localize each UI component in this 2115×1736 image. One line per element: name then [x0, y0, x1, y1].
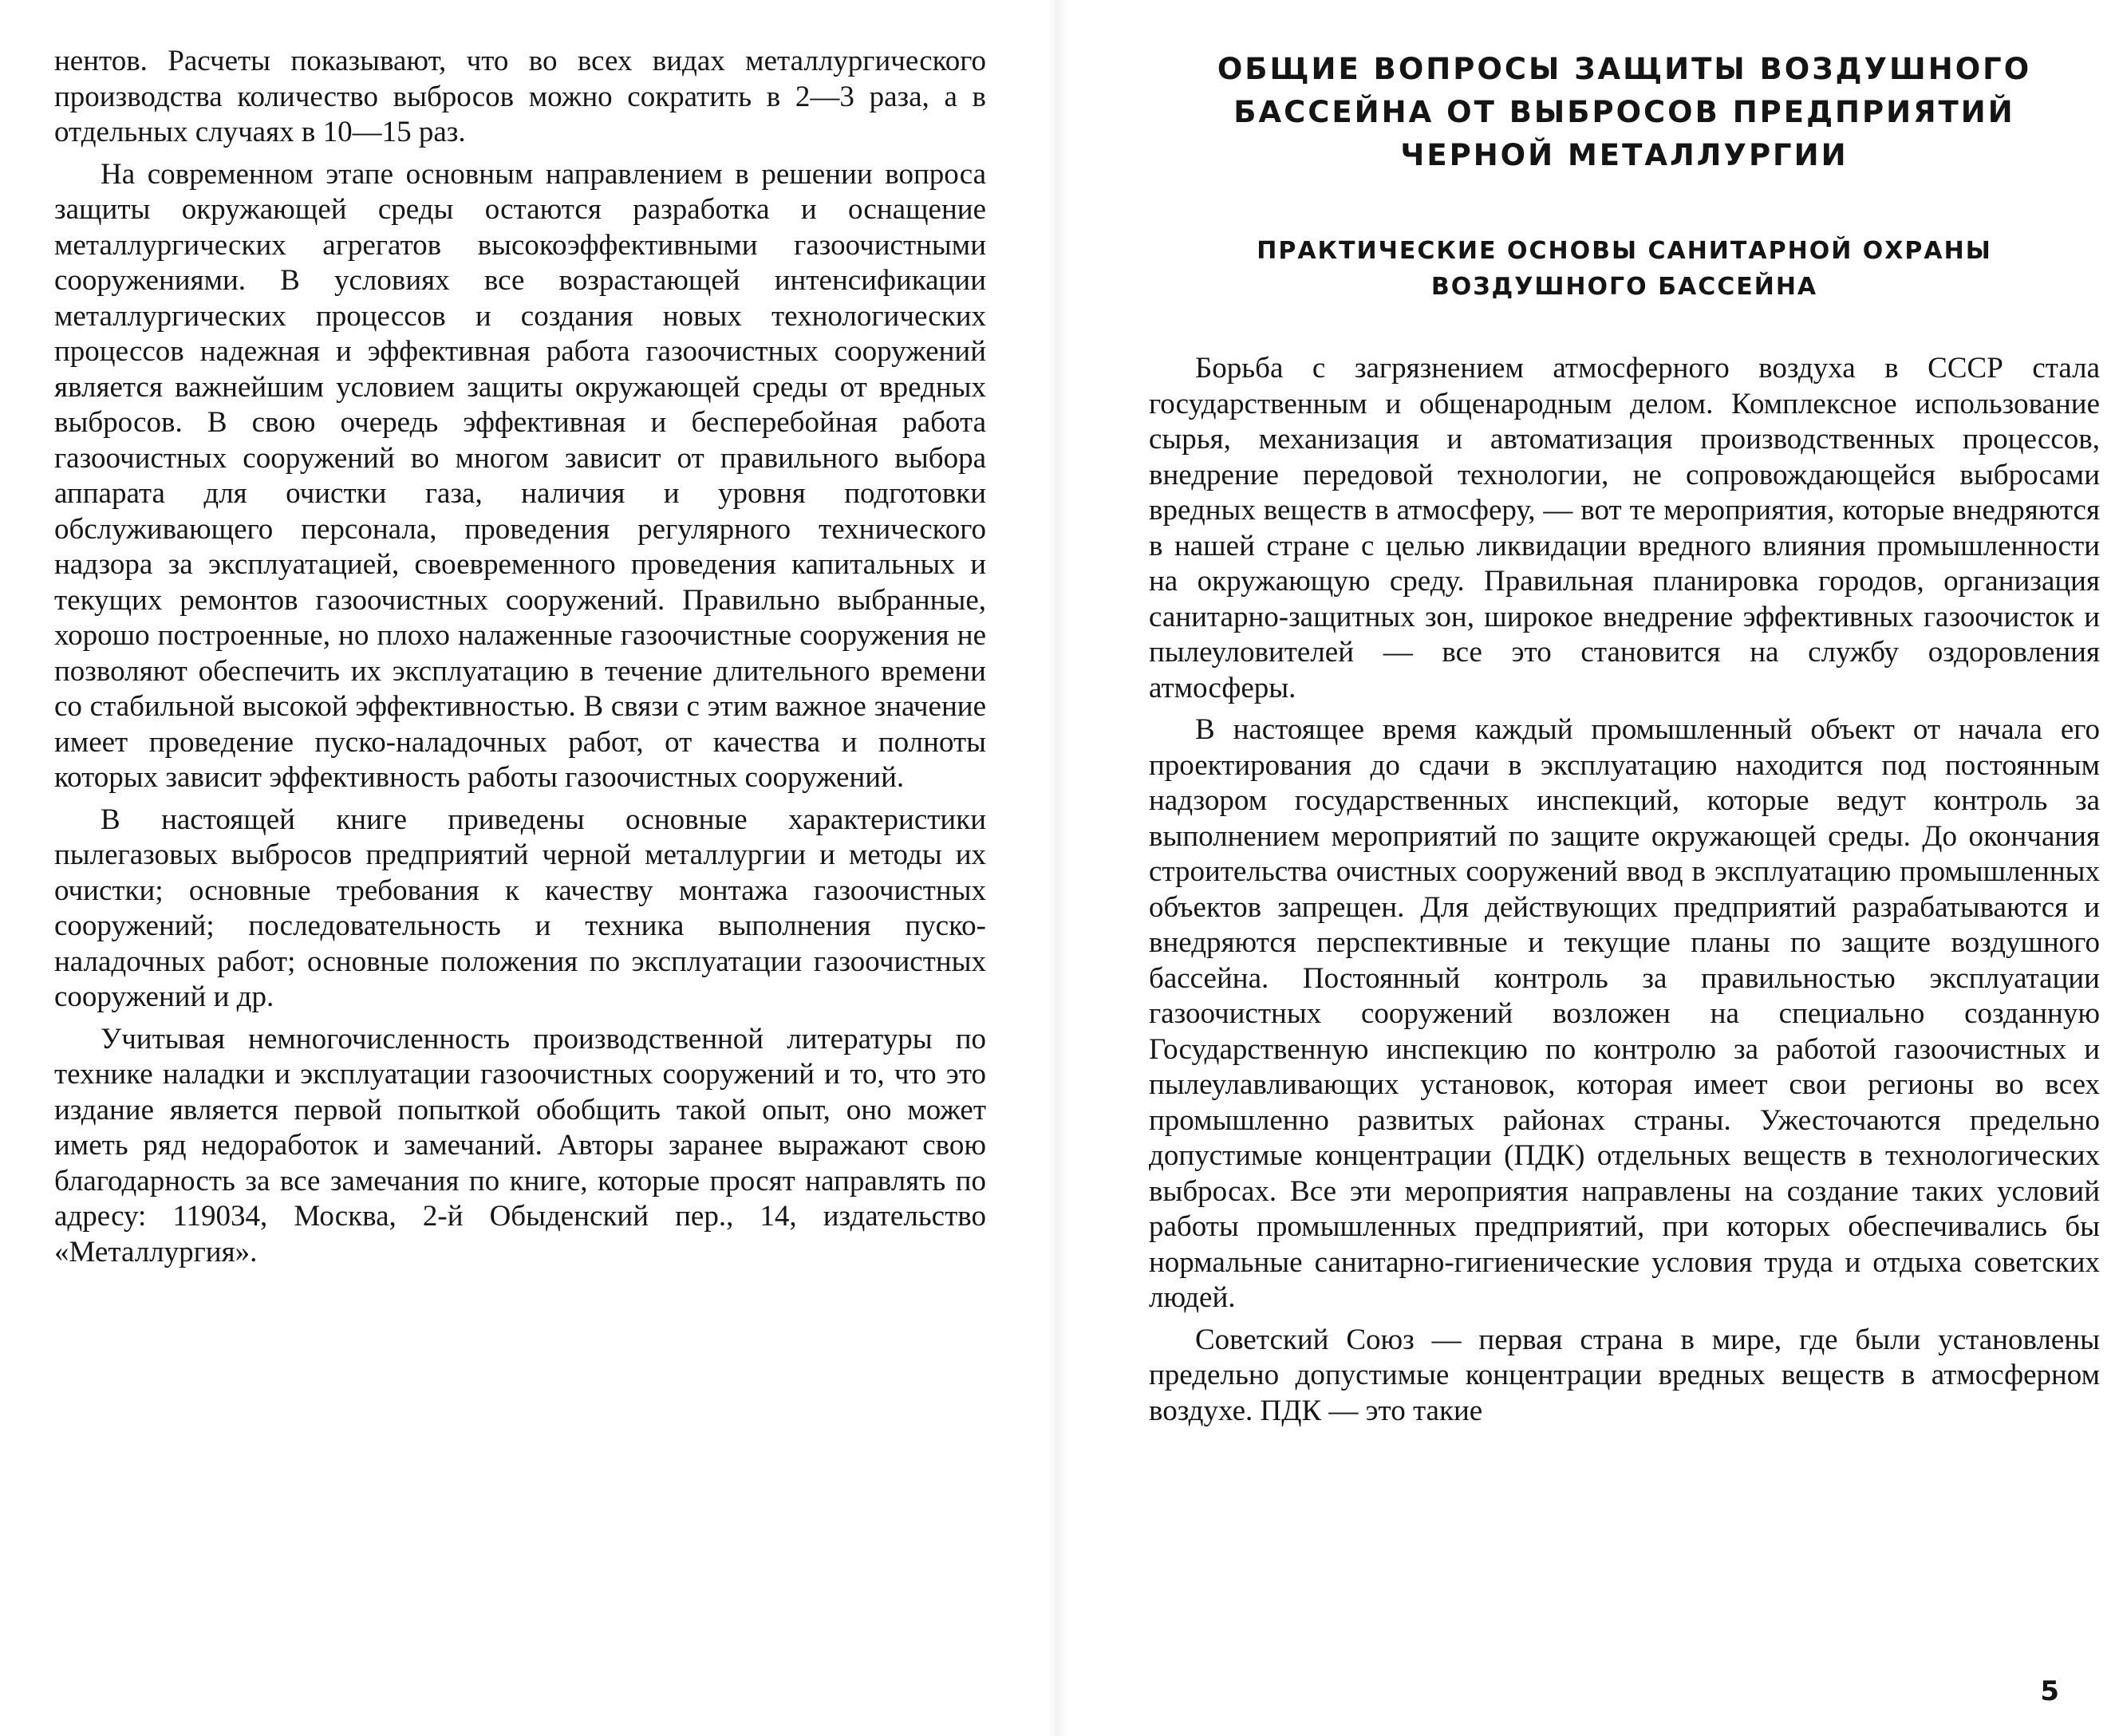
- right-text-column: [1149, 48, 2100, 1435]
- chapter-title-line: ОБЩИЕ ВОПРОСЫ ЗАЩИТЫ ВОЗДУШНОГО: [1217, 52, 2032, 86]
- paragraph: В настоящей книге приведены основные характеристики пылегазовых выбросов предприятий черной металлургии и методы их очистки; основные требования к качеству монтажа газоочистных сооружений; последовательность и техника выполнения пуско-наладочных работ; основные положения по эксплуатации газоочистных сооружений и др.: [54, 803, 986, 1013]
- chapter-title-line: БАССЕЙНА ОТ ВЫБРОСОВ ПРЕДПРИЯТИЙ: [1233, 95, 2015, 129]
- section-title: [1149, 233, 2100, 305]
- paragraph: Советский Союз — первая страна в мире, где были установлены предельно допустимые концентрации вредных веществ в атмосферном воздухе. ПДК — это такие: [1149, 1323, 2100, 1427]
- paragraph: нентов. Расчеты показывают, что во всех видах металлургического производства количество выбросов можно сократить в 2—3 раза, а в отдельных случаях в 10—15 раз.: [54, 45, 986, 148]
- section-title-line: ВОЗДУШНОГО БАССЕЙНА: [1430, 273, 1818, 301]
- paragraph: Борьба с загрязнением атмосферного воздуха в СССР стала государственным и общенародным делом. Комплексное использование сырья, механизация и автоматизация производственных процессов, внедрение передовой технологии, не сопровождающейся выбросами вредных веществ в атмосферу, — вот те мероприятия, которые внедряются в нашей стране с целью ликвидации вредного влияния промышленности на окружающую среду. Правильная планировка городов, организация санитарно-защитных зон, широкое внедрение эффективных газоочисток и пылеуловителей — все это становится на службу оздоровления атмосферы.: [1149, 352, 2100, 704]
- paragraph: Учитывая немногочисленность производственной литературы по технике наладки и эксплуатации газоочистных сооружений и то, что это издание является первой попыткой обобщить такой опыт, оно может иметь ряд недоработок и замечаний. Авторы заранее выражают свою благодарность за все замечания по книге, которые просят направлять по адресу: 119034, Москва, 2-й Обыденский пер., 14, издательство «Металлургия».: [54, 1022, 986, 1268]
- left-page: [0, 0, 1057, 1736]
- left-text-column: [54, 44, 986, 1276]
- section-title-line: ПРАКТИЧЕСКИЕ ОСНОВЫ САНИТАРНОЙ ОХРАНЫ: [1257, 237, 1992, 265]
- paragraph: В настоящее время каждый промышленный объект от начала его проектирования до сдачи в эксплуатацию находится под постоянным надзором государственных инспекций, которые ведут контроль за выполнением мероприятий по защите окружающей среды. До окончания строительства очистных сооружений ввод в эксплуатацию промышленных объектов запрещен. Для действующих предприятий разрабатываются и внедряются перспективные и текущие планы по защите воздушного бассейна. Постоянный контроль за правильностью эксплуатации газоочистных сооружений возложен на специально созданную Государственную инспекцию по контролю за работой газоочистных и пылеулавливающих установок, которая имеет свои регионы во всех промышленно развитых районах страны. Ужесточаются предельно допустимые концентрации (ПДК) отдельных веществ в технологических выбросах. Все эти мероприятия направлены на создание таких условий работы промышленных предприятий, при которых обеспечивались бы нормальные санитарно-гигиенические условия труда и отдыха советских людей.: [1149, 713, 2100, 1314]
- page-number: 5: [2040, 1675, 2059, 1707]
- right-page: [1057, 0, 2115, 1736]
- paragraph: На современном этапе основным направлением в решении вопроса защиты окружающей среды остаются разработка и оснащение металлургических агрегатов высокоэффективными газоочистными сооружениями. В условиях все возрастающей интенсификации металлургических процессов и создания новых технологических процессов надежная и эффективная работа газоочистных сооружений является важнейшим условием защиты окружающей среды от вредных выбросов. В свою очередь эффективная и бесперебойная работа газоочистных сооружений во многом зависит от правильного выбора аппарата для очистки газа, наличия и уровня подготовки обслуживающего персонала, проведения регулярного технического надзора за эксплуатацией, своевременного проведения капитальных и текущих ремонтов газоочистных сооружений. Правильно выбранные, хорошо построенные, но плохо налаженные газоочистные сооружения не позволяют обеспечить их эксплуатацию в течение длительного времени со стабильной высокой эффективностью. В связи с этим важное значение имеет проведение пуско-наладочных работ, от качества и полноты которых зависит эффективность работы газоочистных сооружений.: [54, 157, 986, 794]
- chapter-title: [1149, 48, 2100, 177]
- chapter-title-line: ЧЕРНОЙ МЕТАЛЛУРГИИ: [1400, 138, 1849, 172]
